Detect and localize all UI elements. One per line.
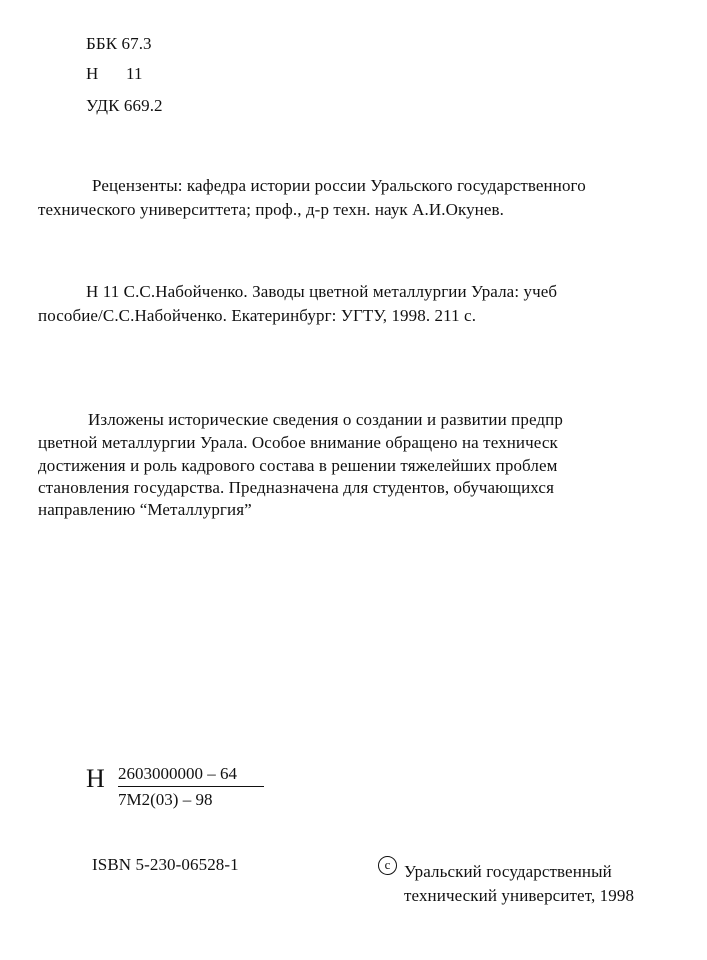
abstract-line-2: цветной металлургии Урала. Особое внимание обращено на техническ: [38, 433, 558, 452]
bbk-code: ББК 67.3: [86, 34, 152, 53]
citation-line-2: пособие/С.С.Набойченко. Екатеринбург: УГТУ, 1998. 211 с.: [38, 306, 477, 325]
abstract-line-5: направлению “Металлургия”: [38, 500, 252, 519]
isbn: ISBN 5-230-06528-1: [92, 855, 239, 874]
abstract-line-3: достижения и роль кадрового состава в решении тяжелейших проблем: [38, 456, 558, 475]
copyright-line-2: технический университет, 1998: [404, 886, 635, 905]
copyright-icon: c: [378, 856, 397, 875]
author-code-letter: Н: [86, 64, 99, 83]
author-code-number: 11: [126, 64, 143, 83]
catalog-formula-letter: Н: [86, 764, 105, 793]
abstract-line-4: становления государства. Предназначена для студентов, обучающихся: [38, 478, 554, 497]
reviewers-line-2: технического университтета; проф., д-р техн. наук А.И.Окунев.: [38, 200, 505, 219]
udk-code: УДК 669.2: [86, 96, 163, 115]
abstract-line-1: Изложены исторические сведения о создании и развитии предпр: [88, 410, 563, 429]
catalog-formula-denominator: 7М2(03) – 98: [118, 790, 213, 809]
reviewers-line-1: Рецензенты: кафедра истории россии Уральского государственного: [92, 176, 586, 195]
copyright-line-1: Уральский государственный: [404, 862, 612, 881]
catalog-formula-numerator: 2603000000 – 64: [118, 764, 237, 783]
catalog-formula-rule: [118, 786, 264, 787]
author-code: [86, 64, 143, 84]
citation-line-1: Н 11 С.С.Набойченко. Заводы цветной металлургии Урала: учеб: [86, 282, 558, 301]
